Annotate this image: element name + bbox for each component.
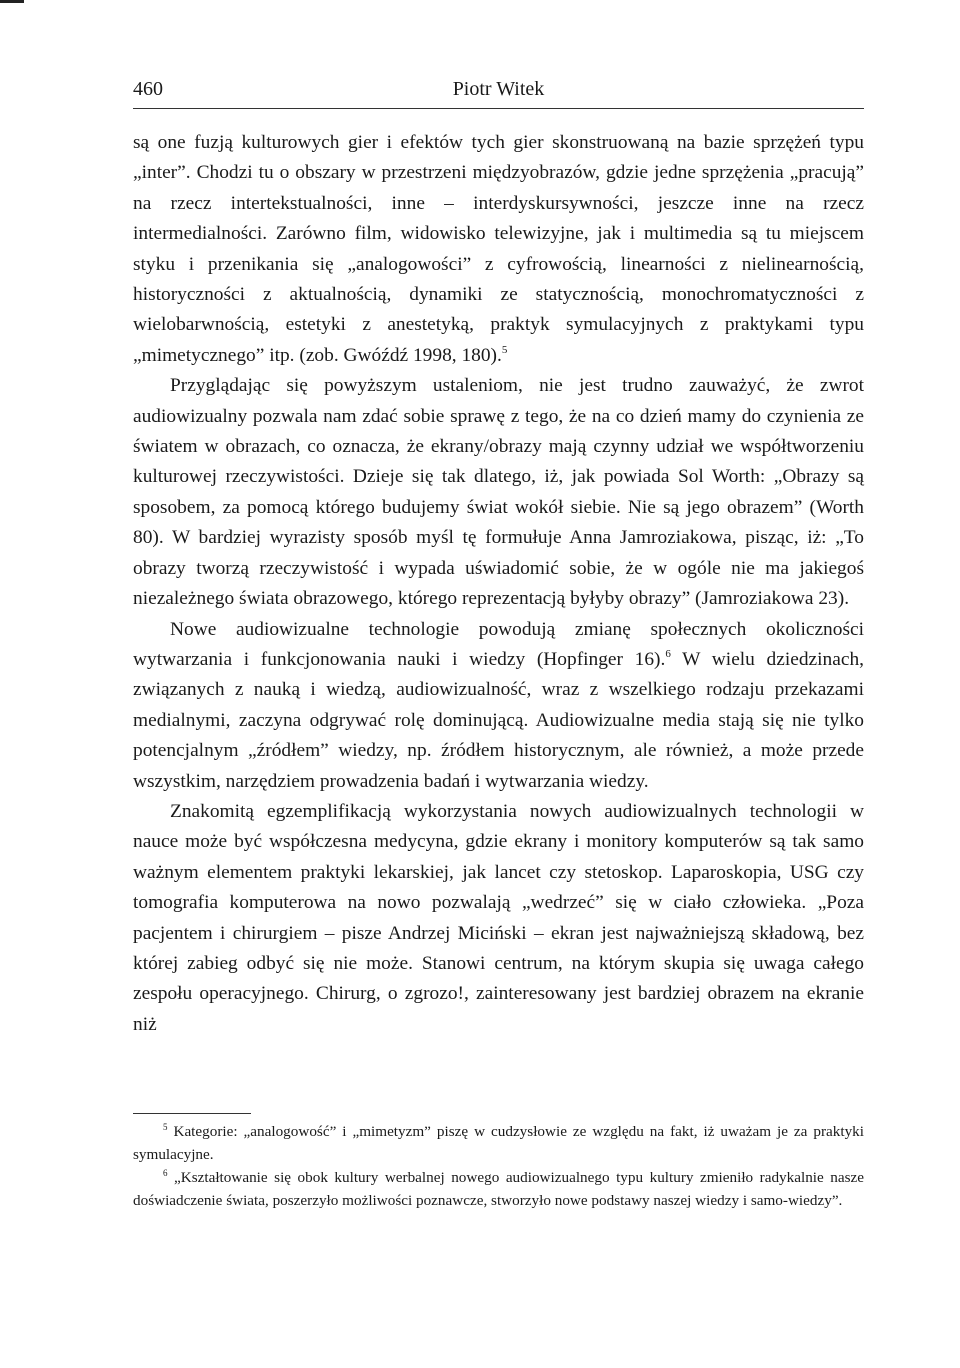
- paragraph-3: [133, 615, 864, 797]
- page-header: [133, 78, 864, 109]
- footnote-5: [133, 1120, 864, 1166]
- paragraph-2: Przyglądając się powyższym ustaleniom, nie jest trudno zauważyć, że zwrot audiowizualny pozwala nam zdać sobie sprawę z tego, że na co dzień mamy do czynienia ze światem w obrazach, co oznacza, że ekrany/obrazy mają czynny udział we współtworzeniu kulturowej rzeczywistości. Dzieje się tak dlatego, iż, jak powiada Sol Worth: „Obrazy są sposobem, za pomocą którego budujemy świat wokół siebie. Nie są jego obrazem” (Worth 80). W bardziej wyrazisty sposób myśl tę formułuje Anna Jamroziakowa, pisząc, iż: „To obrazy tworzą rzeczywistość i wypada uświadomić sobie, że w ogóle nie ma jakiegoś niezależnego świata obrazowego, którego reprezentacją byłyby obrazy” (Jamroziakowa 23).: [133, 375, 864, 610]
- footnote-6-marker: 6: [163, 1168, 168, 1178]
- footnote-ref-5[interactable]: 5: [501, 343, 508, 356]
- footnotes: [133, 1120, 864, 1212]
- paragraph-3-text-after: W wielu dziedzinach, związanych z nauką i wiedzą, audiowizualność, wraz z wszelkiego rodzaju przekazami medialnymi, zaczyna odgrywać rolę dominującą. Audiowizualne media stają się nie tylko potencjalnym „źródłem” wiedzy, np. źródłem historycznym, ale również, a może przede wszystkim, narzędziem prowadzenia badań i wytwarzania wiedzy.: [133, 648, 864, 792]
- page-number: 460: [133, 78, 163, 100]
- paragraph-4: Znakomitą egzemplifikacją wykorzystania nowych audiowizualnych technologii w nauce może być współczesna medycyna, gdzie ekrany i monitory komputerów są tak samo ważnym elementem praktyki lekarskiej, jak lancet czy stetoskop. Laparoskopia, USG czy tomografia komputerowa na nowo pozwalają „wedrzeć” się w ciało człowieka. „Poza pacjentem i chirurgiem – pisze Andrzej Miciński – ekran jest najważniejszą składową, bez której zabieg odbyć się nie może. Stanowi centrum, na którym skupia się uwaga całego zespołu operacyjnego. Chirurg, o zgrozo!, zainteresowany jest bardziej obrazem na ekranie niż: [133, 800, 864, 1035]
- main-text: [133, 128, 864, 1040]
- paragraph-1: [133, 128, 864, 371]
- paragraph-3-text-before: Nowe audiowizualne technologie powodują zmianę społecznych okoliczności wytwarzania i funkcjonowania nauki i wiedzy (Hopfinger 16).: [133, 618, 864, 670]
- paragraph-1-text: są one fuzją kulturowych gier i efektów tych gier skonstruowaną na bazie sprzężeń typu „inter”. Chodzi tu o obszary w przestrzeni międzyobrazów, gdzie jedne sprzężenia „pracują” na rzecz intertekstualności, inne – interdyskursywności, jeszcze inne na rzecz intermedialności. Zarówno film, widowisko telewizyjne, jak i multimedia są tu miejscem styku i przenikania się „analogowości” z cyfrowością, linearności z nielinearnością, historyczności z aktualnością, dynamiki ze statycznością, monochromatyczności z wielobarwnością, estetyki z anestetyką, praktyk symulacyjnych z praktykami typu „mimetycznego” itp. (zob. Gwóźdź 1998, 180).: [133, 132, 864, 366]
- footnote-separator: [133, 1113, 251, 1114]
- footnote-6: [133, 1166, 864, 1212]
- footnote-ref-6[interactable]: 6: [665, 647, 671, 660]
- running-head-author: Piotr Witek: [452, 78, 545, 100]
- footnote-5-marker: 5: [163, 1122, 168, 1132]
- scan-corner-mark: [0, 0, 24, 3]
- footnote-5-text: Kategorie: „analogowość” i „mimetyzm” piszę w cudzysłowie ze względu na fakt, iż uważam je za praktyki symulacyjne.: [133, 1123, 864, 1163]
- footnote-6-text: „Kształtowanie się obok kultury werbalnej nowego audiowizualnego typu kultury zmieniło radykalnie nasze doświadczenie świata, poszerzyło możliwości poznawcze, stworzyło nowe podstawy naszej wiedzy i samo-wiedzy”.: [133, 1169, 864, 1209]
